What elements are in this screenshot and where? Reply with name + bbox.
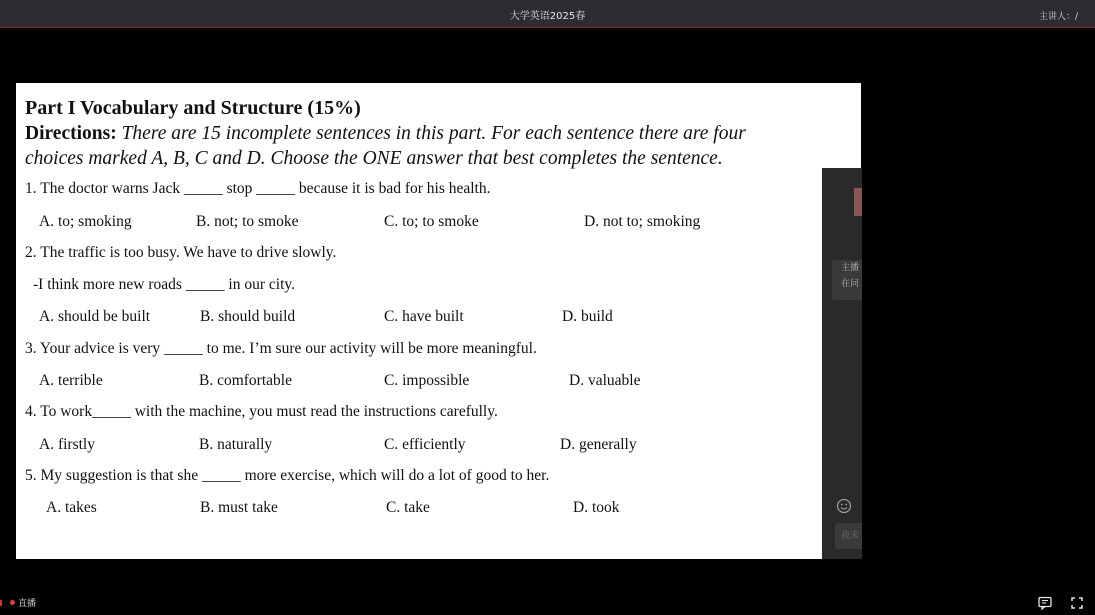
q2-option-c: C. have built xyxy=(384,308,464,325)
question-2-line-2: -I think more new roads _____ in our city. xyxy=(33,276,296,293)
q5-option-c: C. take xyxy=(386,499,430,516)
question-5: 5. My suggestion is that she _____ more exercise, which will do a lot of good to her. xyxy=(25,467,550,484)
host-notice-line-2: 在问 xyxy=(841,279,860,289)
top-bar xyxy=(0,0,1095,28)
q5-option-b: B. must take xyxy=(200,499,278,516)
live-label: 直播 xyxy=(18,599,37,609)
question-3: 3. Your advice is very _____ to me. I’m sure our activity will be more meaningful. xyxy=(25,340,537,357)
directions-label: Directions: xyxy=(25,123,117,144)
q3-option-a: A. terrible xyxy=(39,372,103,389)
q2-option-d: D. build xyxy=(562,308,613,325)
q1-option-b: B. not; to smoke xyxy=(196,213,299,230)
q3-option-d: D. valuable xyxy=(569,372,641,389)
course-title: 大学英语2025春 xyxy=(509,11,586,22)
directions-line-2 xyxy=(25,148,723,170)
comment-icon[interactable] xyxy=(1037,595,1053,611)
q4-option-d: D. generally xyxy=(560,436,637,453)
q4-option-c: C. efficiently xyxy=(384,436,466,453)
question-2-line-1: 2. The traffic is too busy. We have to drive slowly. xyxy=(25,244,337,261)
question-4: 4. To work_____ with the machine, you must read the instructions carefully. xyxy=(25,403,498,420)
presenter-label: 主讲人：/ xyxy=(1039,12,1079,22)
q3-option-b: B. comfortable xyxy=(199,372,292,389)
chat-input[interactable]: 我来 xyxy=(835,523,862,549)
directions-text-1: There are 15 incomplete sentences in this part. For each sentence there are four xyxy=(121,123,746,144)
host-notice-line-1: 主播 xyxy=(841,263,860,273)
q1-option-c: C. to; to smoke xyxy=(384,213,479,230)
directions-line-1 xyxy=(25,123,746,145)
q3-option-c: C. impossible xyxy=(384,372,470,389)
q5-option-a: A. takes xyxy=(46,499,97,516)
chat-panel-indicator xyxy=(854,188,862,216)
q2-option-b: B. should build xyxy=(200,308,296,325)
live-dot-icon xyxy=(10,600,15,605)
smiley-icon[interactable] xyxy=(836,498,852,518)
fullscreen-icon[interactable] xyxy=(1069,595,1085,611)
q1-option-a: A. to; smoking xyxy=(39,213,132,230)
slide-heading: Part I Vocabulary and Structure (15%) xyxy=(25,97,361,119)
host-notice xyxy=(832,260,862,300)
q1-option-d: D. not to; smoking xyxy=(584,213,701,230)
q4-option-b: B. naturally xyxy=(199,436,273,453)
q4-option-a: A. firstly xyxy=(39,436,95,453)
question-1: 1. The doctor warns Jack _____ stop _____ because it is bad for his health. xyxy=(25,180,491,197)
q2-option-a: A. should be built xyxy=(39,308,151,325)
directions-text-2: choices marked A, B, C and D. Choose the ONE answer that best completes the sentence. xyxy=(25,148,723,169)
chat-panel[interactable] xyxy=(822,168,862,559)
edge-indicator xyxy=(0,600,2,606)
q5-option-d: D. took xyxy=(573,499,620,516)
slide-content xyxy=(16,83,861,559)
bottom-bar xyxy=(0,594,1095,614)
